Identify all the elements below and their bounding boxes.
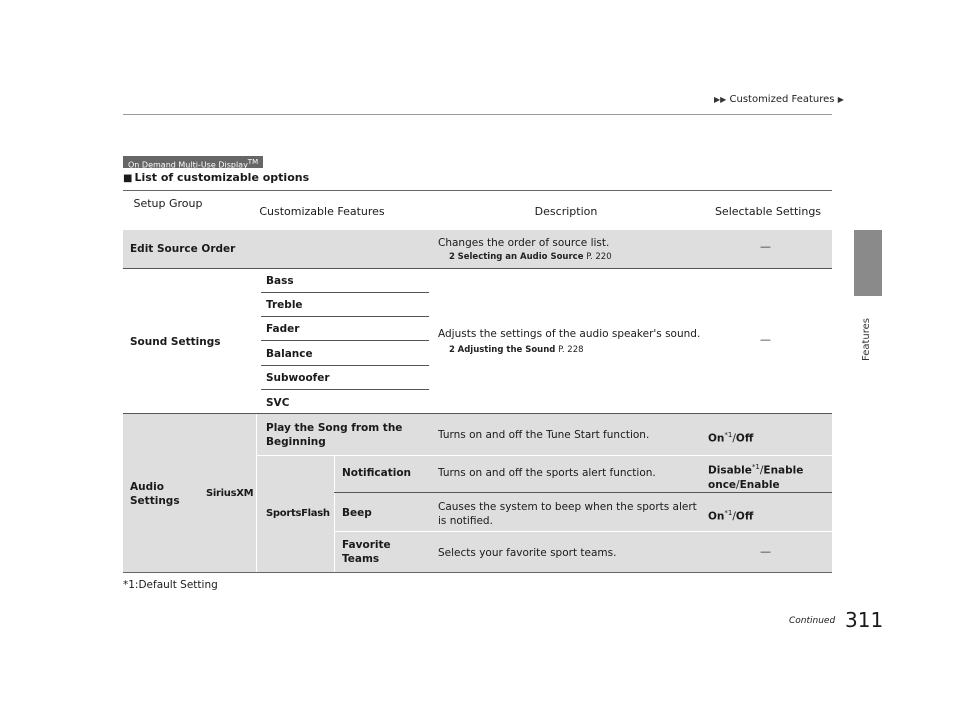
- row-divider: [261, 389, 429, 390]
- breadcrumb-arrow-icon: ▶: [837, 95, 844, 104]
- desc-beep: Causes the system to beep when the sports alert is notified.: [438, 501, 697, 527]
- desc-favorite-teams: Selects your favorite sport teams.: [438, 547, 617, 559]
- setting-sound-settings: —: [760, 333, 771, 346]
- column-divider: [334, 455, 335, 572]
- page-number: 311: [845, 608, 884, 632]
- desc-play-song: Turns on and off the Tune Start function.: [438, 429, 650, 441]
- square-bullet-icon: ■: [123, 173, 133, 184]
- desc-sound-settings: Adjusts the settings of the audio speaker's sound.: [438, 328, 701, 340]
- ref-edit-source-order[interactable]: 2 Selecting an Audio Source P. 220: [449, 252, 612, 262]
- feature-subwoofer: Subwoofer: [266, 372, 330, 384]
- setting-play-song: On$^{*1}$/Off: [708, 431, 754, 445]
- table-bottom-rule: [123, 572, 832, 573]
- setting-edit-source-order: —: [760, 240, 771, 253]
- setting-favorite-teams: —: [760, 545, 771, 558]
- desc-edit-source-order: Changes the order of source list.: [438, 237, 610, 249]
- feature-bass: Bass: [266, 275, 294, 287]
- continued-label: Continued: [789, 616, 836, 626]
- reference-arrow-icon: 2: [449, 252, 455, 262]
- section-tab-label: Features: [861, 318, 872, 361]
- footnote: *1:Default Setting: [123, 579, 218, 591]
- feature-play-song: Play the Song from the Beginning: [266, 422, 403, 448]
- feature-favorite-teams: Favorite Teams: [342, 539, 391, 565]
- col-header-features: Customizable Features: [259, 205, 385, 218]
- section-tab-marker: [854, 230, 882, 296]
- siriusxm-logo: SiriusXM: [206, 488, 254, 499]
- col-header-description: Description: [534, 205, 598, 218]
- group-sound-settings: Sound Settings: [130, 336, 221, 348]
- row-divider: [261, 292, 429, 293]
- section-heading: ■ List of customizable options: [123, 171, 310, 184]
- sportsflash-logo: SportsFlash: [266, 508, 330, 519]
- ref-sound-settings[interactable]: 2 Adjusting the Sound P. 228: [449, 345, 584, 355]
- feature-treble: Treble: [266, 299, 303, 311]
- col-header-group: Setup Group: [133, 197, 203, 210]
- row-divider: [261, 340, 429, 341]
- feature-beep: Beep: [342, 507, 372, 519]
- breadcrumb: [714, 94, 844, 105]
- feature-fader: Fader: [266, 323, 300, 335]
- feature-edit-source-order: Edit Source Order: [130, 243, 236, 255]
- row-divider: [334, 531, 832, 532]
- setting-beep: On$^{*1}$/Off: [708, 509, 754, 523]
- table-top-rule: [123, 190, 832, 191]
- desc-notification: Turns on and off the sports alert function.: [438, 467, 656, 479]
- feature-notification: Notification: [342, 467, 412, 479]
- feature-balance: Balance: [266, 348, 313, 360]
- row-divider: [261, 316, 429, 317]
- row-divider: [261, 365, 429, 366]
- header-rule: [123, 114, 832, 115]
- breadcrumb-section[interactable]: Customized Features: [729, 94, 835, 105]
- reference-arrow-icon: 2: [449, 345, 455, 355]
- row-divider: [123, 268, 832, 269]
- breadcrumb-arrows-icon: ▶▶: [714, 95, 727, 104]
- column-divider: [256, 414, 257, 572]
- row-divider: [256, 455, 832, 456]
- col-header-settings: Selectable Settings: [714, 205, 822, 218]
- setting-notification: Disable$^{*1}$/Enable once/Enable: [708, 463, 804, 491]
- feature-svc: SVC: [266, 397, 290, 409]
- group-audio-settings: Audio Settings: [130, 481, 180, 507]
- display-badge: On Demand Multi-Use Display™: [123, 156, 263, 168]
- row-divider: [334, 492, 832, 493]
